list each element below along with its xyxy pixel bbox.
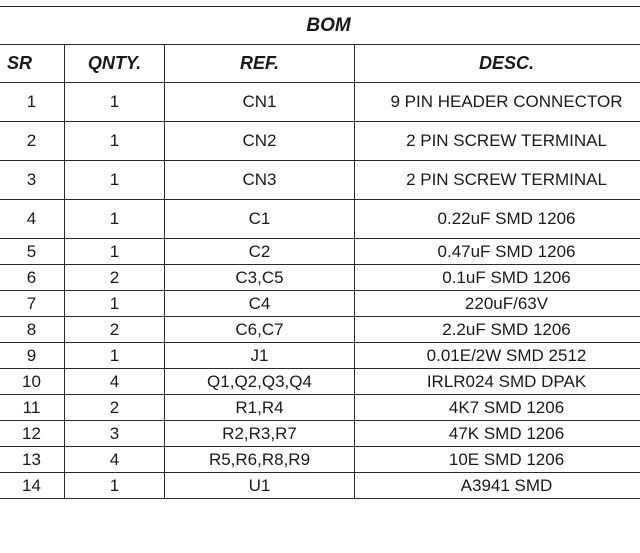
cell-sr: 10 bbox=[0, 369, 65, 395]
table-row bbox=[0, 161, 640, 200]
cell-qty: 1 bbox=[65, 239, 165, 265]
column-header-ref: REF. bbox=[165, 45, 355, 83]
column-header-desc: DESC. bbox=[355, 45, 640, 83]
cell-sr: 2 bbox=[0, 122, 65, 161]
cell-ref: R5,R6,R8,R9 bbox=[165, 447, 355, 473]
cell-qty: 1 bbox=[65, 291, 165, 317]
cell-desc: 2 PIN SCREW TERMINAL bbox=[355, 161, 640, 200]
cell-qty: 1 bbox=[65, 343, 165, 369]
table-row bbox=[0, 317, 640, 343]
table-row bbox=[0, 421, 640, 447]
cell-desc: 4K7 SMD 1206 bbox=[355, 395, 640, 421]
cell-desc: 10E SMD 1206 bbox=[355, 447, 640, 473]
cell-sr: 13 bbox=[0, 447, 65, 473]
title-row bbox=[0, 7, 640, 45]
cell-qty: 1 bbox=[65, 83, 165, 122]
cell-ref: C4 bbox=[165, 291, 355, 317]
bom-table bbox=[0, 6, 640, 499]
cell-sr: 6 bbox=[0, 265, 65, 291]
cell-qty: 3 bbox=[65, 421, 165, 447]
cell-desc: A3941 SMD bbox=[355, 473, 640, 499]
column-header-qty: QNTY. bbox=[65, 45, 165, 83]
cell-sr: 7 bbox=[0, 291, 65, 317]
cell-sr: 8 bbox=[0, 317, 65, 343]
table-title: BOM bbox=[0, 7, 640, 45]
cell-desc: 9 PIN HEADER CONNECTOR bbox=[355, 83, 640, 122]
cell-ref: U1 bbox=[165, 473, 355, 499]
cell-desc: 220uF/63V bbox=[355, 291, 640, 317]
cell-sr: 11 bbox=[0, 395, 65, 421]
cell-ref: C3,C5 bbox=[165, 265, 355, 291]
cell-qty: 1 bbox=[65, 161, 165, 200]
cell-ref: C2 bbox=[165, 239, 355, 265]
cell-sr: 3 bbox=[0, 161, 65, 200]
cell-desc: 0.1uF SMD 1206 bbox=[355, 265, 640, 291]
table-row bbox=[0, 200, 640, 239]
cell-ref: J1 bbox=[165, 343, 355, 369]
table-row bbox=[0, 265, 640, 291]
cell-ref: R1,R4 bbox=[165, 395, 355, 421]
cell-desc: 0.22uF SMD 1206 bbox=[355, 200, 640, 239]
table-row bbox=[0, 83, 640, 122]
column-header-sr: SR bbox=[0, 45, 65, 83]
cell-sr: 9 bbox=[0, 343, 65, 369]
cell-ref: C1 bbox=[165, 200, 355, 239]
cell-sr: 4 bbox=[0, 200, 65, 239]
cell-ref: CN3 bbox=[165, 161, 355, 200]
cell-qty: 1 bbox=[65, 200, 165, 239]
cell-desc: 2.2uF SMD 1206 bbox=[355, 317, 640, 343]
table-row bbox=[0, 343, 640, 369]
table-row bbox=[0, 447, 640, 473]
cell-ref: C6,C7 bbox=[165, 317, 355, 343]
cell-desc: 0.01E/2W SMD 2512 bbox=[355, 343, 640, 369]
cell-ref: CN2 bbox=[165, 122, 355, 161]
cell-desc: 2 PIN SCREW TERMINAL bbox=[355, 122, 640, 161]
cell-ref: CN1 bbox=[165, 83, 355, 122]
table-row bbox=[0, 291, 640, 317]
cell-qty: 4 bbox=[65, 369, 165, 395]
table-row bbox=[0, 239, 640, 265]
cell-desc: 0.47uF SMD 1206 bbox=[355, 239, 640, 265]
cell-desc: IRLR024 SMD DPAK bbox=[355, 369, 640, 395]
table-row bbox=[0, 122, 640, 161]
cell-sr: 12 bbox=[0, 421, 65, 447]
cell-qty: 2 bbox=[65, 395, 165, 421]
table-row bbox=[0, 395, 640, 421]
cell-qty: 2 bbox=[65, 265, 165, 291]
cell-ref: Q1,Q2,Q3,Q4 bbox=[165, 369, 355, 395]
cell-sr: 5 bbox=[0, 239, 65, 265]
header-row bbox=[0, 45, 640, 83]
cell-qty: 4 bbox=[65, 447, 165, 473]
cell-sr: 1 bbox=[0, 83, 65, 122]
cell-qty: 2 bbox=[65, 317, 165, 343]
cell-qty: 1 bbox=[65, 473, 165, 499]
cell-desc: 47K SMD 1206 bbox=[355, 421, 640, 447]
cell-sr: 14 bbox=[0, 473, 65, 499]
table-row bbox=[0, 473, 640, 499]
cell-qty: 1 bbox=[65, 122, 165, 161]
cell-ref: R2,R3,R7 bbox=[165, 421, 355, 447]
table-row bbox=[0, 369, 640, 395]
